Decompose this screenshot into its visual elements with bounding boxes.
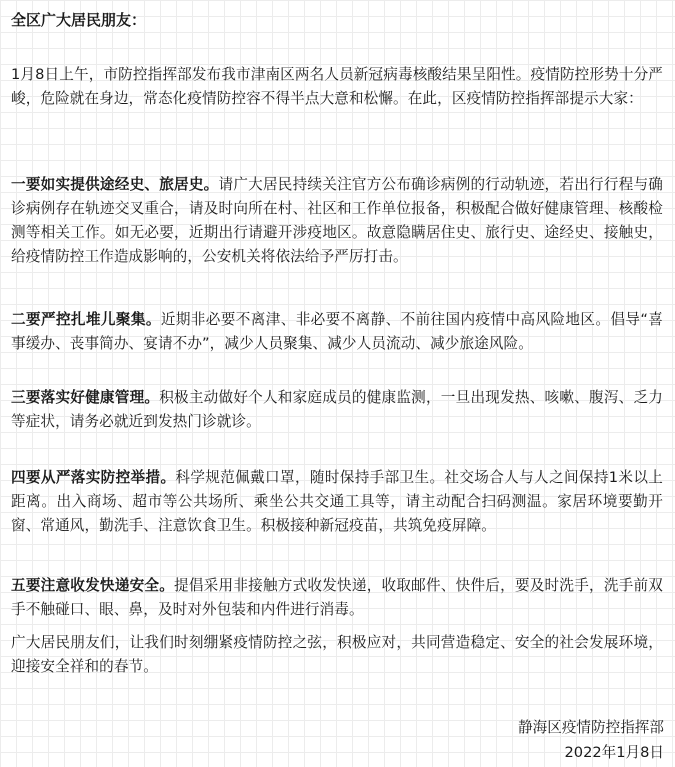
item-5-body: 提倡采用非接触方式收发快递，收取邮件、快件后，要及时洗手，洗手前双手不触碰口、眼、鼻，及时对外包装和内件进行消毒。 [11,577,663,618]
item-2-heading: 二要严控扎堆儿聚集。 [11,311,161,328]
item-1-paragraph [11,173,663,269]
signature-date: 2022年1月8日 [564,744,664,761]
item-4-paragraph [11,466,663,538]
item-4-heading: 四要从严落实防控举措。 [11,469,176,486]
item-5-paragraph [11,574,663,622]
item-1-heading: 一要如实提供途经史、旅居史。 [11,176,219,193]
intro-paragraph: 1月8日上午，市防控指挥部发布我市津南区两名人员新冠病毒核酸结果呈阳性。疫情防控形势十分严峻，危险就在身边，常态化疫情防控容不得半点大意和松懈。在此，区疫情防控指挥部提示大家： [11,66,663,107]
item-5-heading: 五要注意收发快递安全。 [11,577,175,594]
signature-org: 静海区疫情防控指挥部 [518,719,664,736]
closing-paragraph: 广大居民朋友们，让我们时刻绷紧疫情防控之弦，积极应对，共同营造稳定、安全的社会发展环境，迎接安全祥和的春节。 [11,634,663,675]
item-2-paragraph [11,308,663,356]
item-2-body: 近期非必要不离津、非必要不离静、不前往国内疫情中高风险地区。倡导“喜事缓办、丧事简办、宴请不办”，减少人员聚集、减少人员流动、减少旅途风险。 [11,311,663,352]
item-3-heading: 三要落实好健康管理。 [11,389,160,406]
item-3-paragraph [11,386,663,434]
greeting-heading: 全区广大居民朋友： [11,11,147,29]
item-4-body: 科学规范佩戴口罩，随时保持手部卫生。社交场合人与人之间保持1米以上距离。出入商场、超市等公共场所、乘坐公共交通工具等，请主动配合扫码测温。家居环境要勤开窗、常通风，勤洗手、注意饮食卫生。积极接种新冠疫苗，共筑免疫屏障。 [11,469,663,534]
item-3-body: 积极主动做好个人和家庭成员的健康监测，一旦出现发热、咳嗽、腹泻、乏力等症状，请务必就近到发热门诊就诊。 [11,389,663,430]
item-1-body: 请广大居民持续关注官方公布确诊病例的行动轨迹，若出行行程与确诊病例存在轨迹交叉重合，请及时向所在村、社区和工作单位报备，积极配合做好健康管理、核酸检测等相关工作。如无必要，近期出行请避开涉疫地区。故意隐瞒居住史、旅行史、途经史、接触史，给疫情防控工作造成影响的，公安机关将依法给予严厉打击。 [11,176,663,265]
